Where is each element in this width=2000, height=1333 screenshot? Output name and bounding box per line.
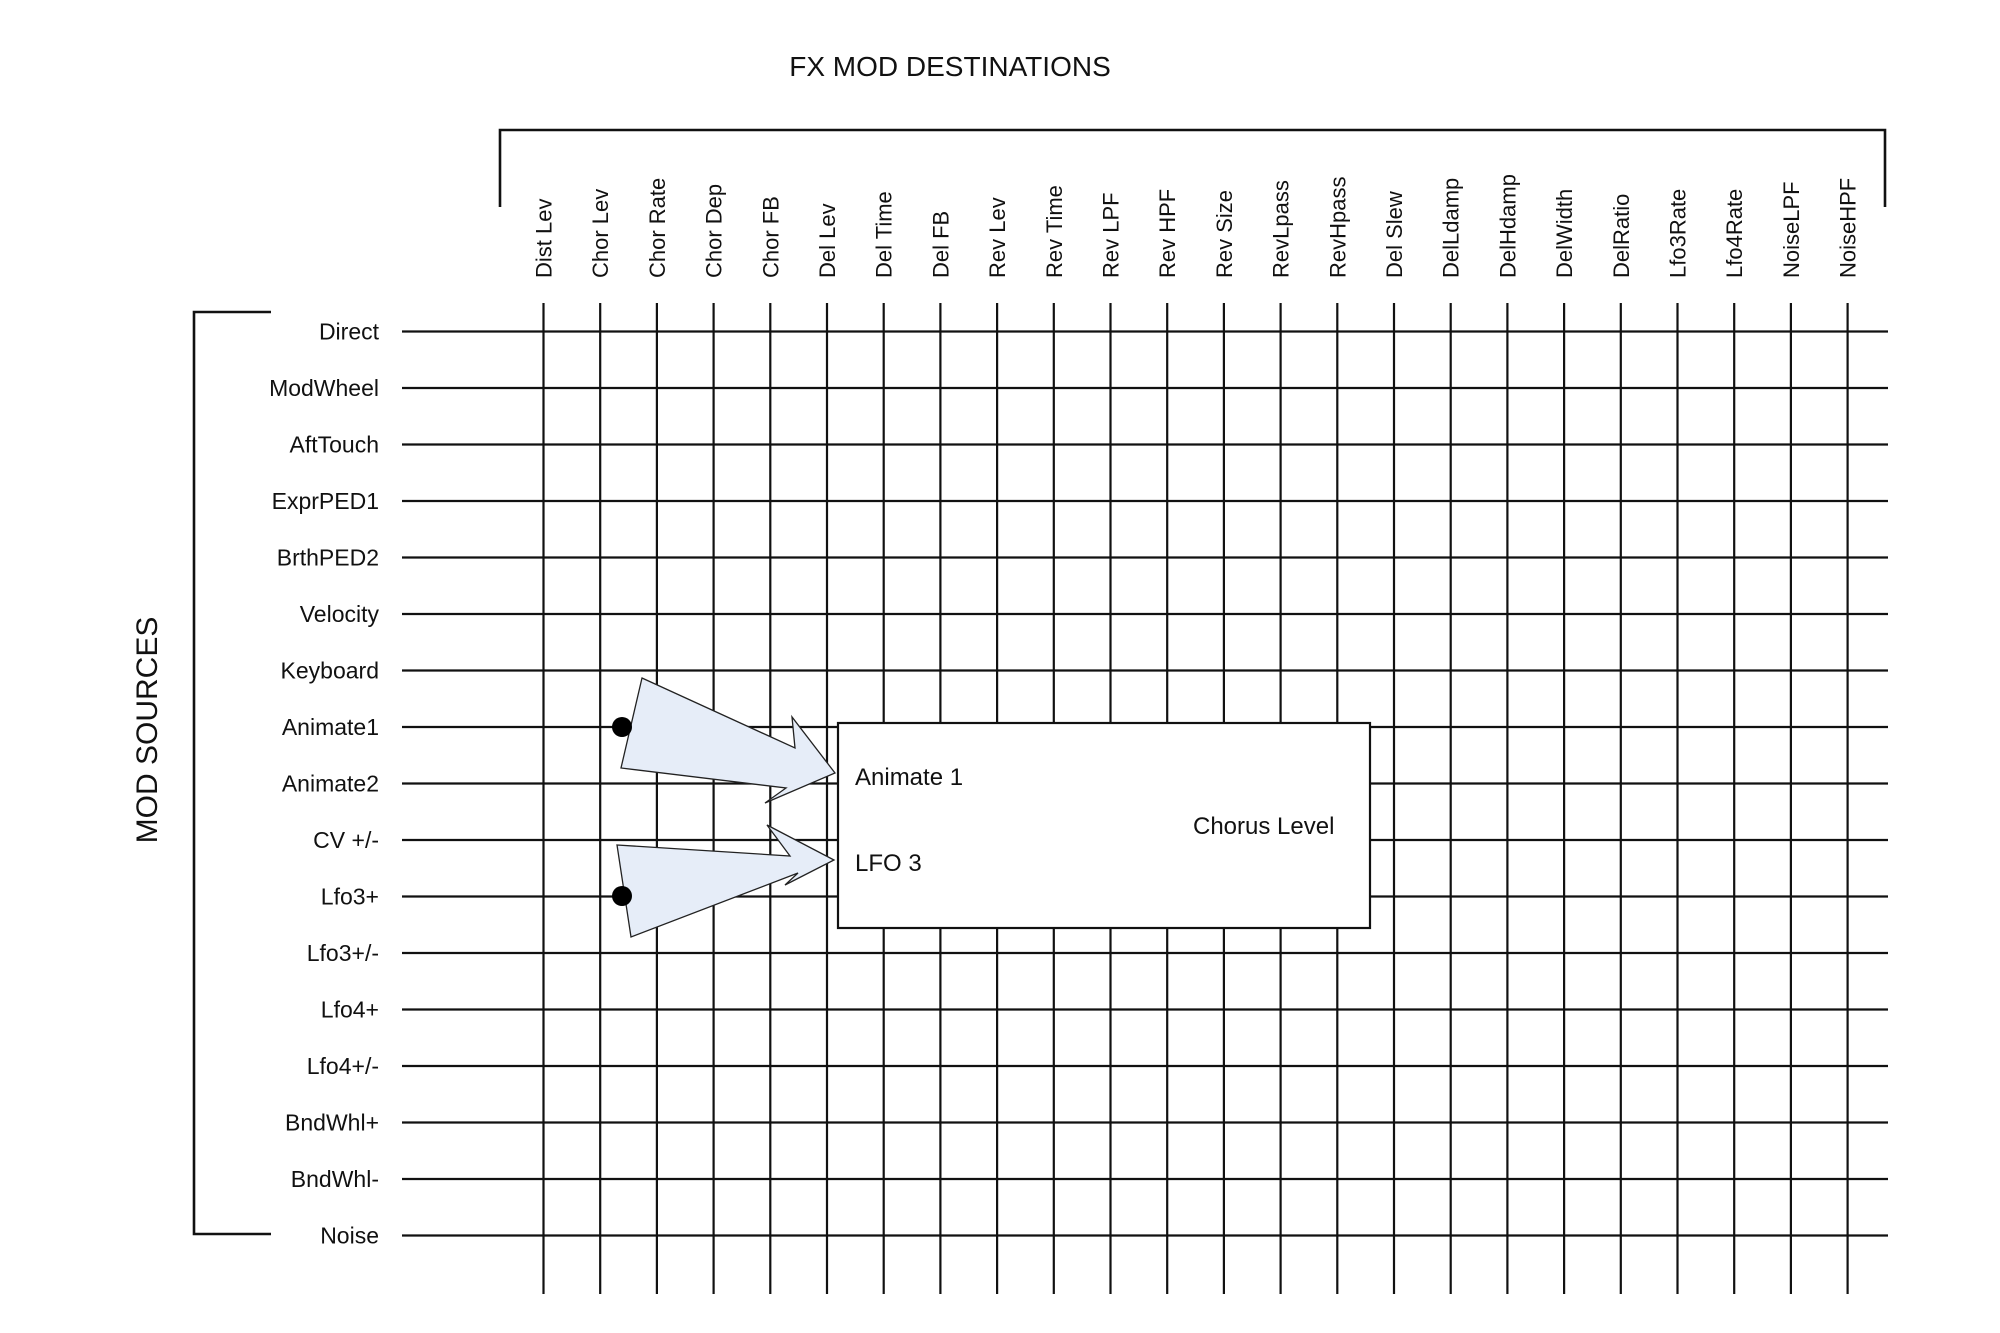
source-label-cv: CV +/- xyxy=(313,827,379,853)
destination-label-delratio: DelRatio xyxy=(1608,193,1634,278)
source-label-lfo4: Lfo4+/- xyxy=(306,1053,379,1079)
source-label-bndwhl: BndWhl- xyxy=(290,1166,379,1192)
destination-label-noisehpf: NoiseHPF xyxy=(1835,177,1861,278)
destination-label-delldamp: DelLdamp xyxy=(1438,177,1464,278)
source-label-bndwhl: BndWhl+ xyxy=(285,1109,379,1136)
destination-label-dist-lev: Dist Lev xyxy=(531,198,557,278)
destination-label-del-slew: Del Slew xyxy=(1382,191,1407,278)
destination-label-chor-dep: Chor Dep xyxy=(701,183,727,278)
route-dot-animate1-chor-lev xyxy=(612,717,632,737)
destination-label-delhdamp: DelHdamp xyxy=(1495,174,1521,278)
destination-label-rev-time: Rev Time xyxy=(1041,185,1067,278)
source-label-animate1: Animate1 xyxy=(281,714,379,740)
destination-label-del-fb: Del FB xyxy=(928,210,954,278)
source-label-lfo3: Lfo3+/- xyxy=(306,940,379,966)
destination-label-rev-size: Rev Size xyxy=(1211,189,1237,278)
source-label-lfo3: Lfo3+ xyxy=(320,883,379,910)
destination-label-rev-lpf: Rev LPF xyxy=(1098,192,1124,278)
source-label-noise: Noise xyxy=(320,1222,379,1249)
source-label-direct: Direct xyxy=(318,318,379,345)
diagram-title: FX MOD DESTINATIONS xyxy=(789,51,1111,82)
destination-label-lfo4rate: Lfo4Rate xyxy=(1722,188,1748,278)
source-label-keyboard: Keyboard xyxy=(280,657,379,684)
destination-label-rev-hpf: Rev HPF xyxy=(1155,188,1181,278)
source-label-exprped1: ExprPED1 xyxy=(271,488,379,514)
destination-label-revlpass: RevLpass xyxy=(1268,180,1294,278)
destination-label-chor-lev: Chor Lev xyxy=(588,188,614,278)
destination-labels xyxy=(532,174,1861,278)
callout-input-animate: Animate 1 xyxy=(855,764,964,791)
destination-label-revhpass: RevHpass xyxy=(1325,176,1351,278)
sources-title: MOD SOURCES xyxy=(131,616,164,844)
sources-bracket xyxy=(194,312,271,1234)
source-labels xyxy=(269,319,380,1249)
source-label-brthped2: BrthPED2 xyxy=(276,544,379,571)
callout-input-lfo: LFO 3 xyxy=(855,850,922,877)
source-label-modwheel: ModWheel xyxy=(269,375,379,401)
destination-label-del-lev: Del Lev xyxy=(815,203,840,278)
source-label-velocity: Velocity xyxy=(299,601,379,627)
destination-label-noiselpf: NoiseLPF xyxy=(1778,181,1804,278)
source-label-lfo4: Lfo4+ xyxy=(320,996,379,1023)
route-dot-lfo3-chor-lev xyxy=(612,886,632,906)
source-label-afttouch: AftTouch xyxy=(289,431,379,458)
destination-label-lfo3rate: Lfo3Rate xyxy=(1665,188,1691,278)
destination-label-rev-lev: Rev Lev xyxy=(985,197,1011,278)
destination-label-chor-fb: Chor FB xyxy=(758,196,784,278)
source-label-animate2: Animate2 xyxy=(281,770,379,797)
destination-label-chor-rate: Chor Rate xyxy=(644,177,670,278)
arrow-lfo3-to-chorus-level xyxy=(617,825,834,937)
destination-label-delwidth: DelWidth xyxy=(1552,188,1578,278)
callout-target-label: Chorus Level xyxy=(1193,813,1335,840)
destination-label-del-time: Del Time xyxy=(871,191,897,278)
